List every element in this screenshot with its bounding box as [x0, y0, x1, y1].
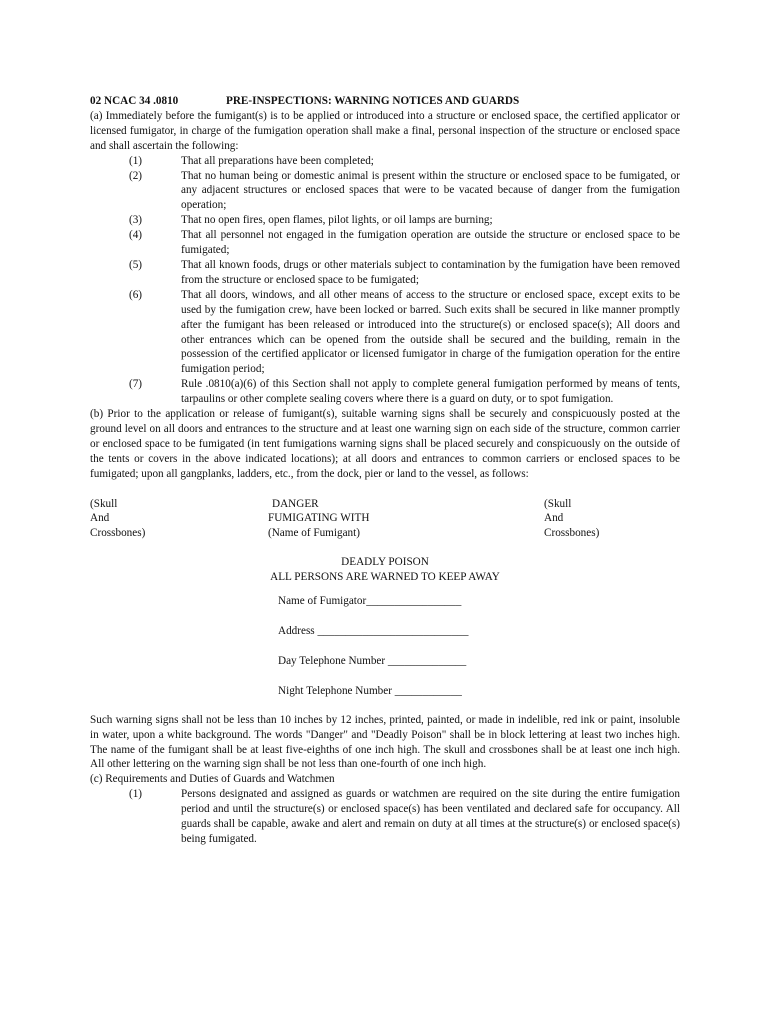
item-text: That no open fires, open flames, pilot lights, or oil lamps are burning; [181, 214, 493, 227]
list-item [90, 213, 680, 228]
list-item [90, 787, 680, 847]
sign-right-line: And [544, 512, 564, 525]
sign-right-line: Crossbones) [544, 527, 600, 540]
list-item [90, 154, 680, 169]
rule-heading [90, 94, 680, 109]
rule-code: 02 NCAC 34 .0810 [90, 95, 179, 107]
paragraph-b: (b) Prior to the application or release of fumigant(s), suitable warning signs shall be securely and conspicuously posted at the ground level on all doors and entrances to the structure and at least one warning sign on each side of the structure, common carrier or enclosed space to be fumigated (in tent fumigations warning signs shall be placed securely and conspicuously on the outside of the tents or covers in the above indicated locations); at all doors and entrances to common carriers or enclosed spaces to be fumigated; upon all gangplanks, ladders, etc., from the dock, pier or land to the vessel, as follows: [90, 408, 680, 480]
document-page [90, 94, 680, 847]
paragraph-c: (c) Requirements and Duties of Guards and Watchmen [90, 773, 335, 786]
list-c [90, 787, 680, 847]
item-number: (6) [128, 288, 143, 301]
item-number: (5) [128, 258, 143, 271]
item-text: That no human being or domestic animal is present within the structure or enclosed space to be fumigated, or any adjacent structures or enclosed spaces that were to be vacated because of danger from the fumigation operation; [181, 169, 680, 212]
list-a [90, 154, 680, 407]
list-item [90, 228, 680, 258]
item-text: Rule .0810(a)(6) of this Section shall not apply to complete general fumigation performed by means of tents, tarpaulins or other complete sealing covers where there is a guard on duty, or to spot fumigation. [181, 378, 680, 406]
sign-right-line: (Skull [544, 497, 572, 510]
fumigator-name-field: Name of Fumigator_________________ [278, 595, 462, 608]
item-text: Persons designated and assigned as guards or watchmen are required on the site during the entire fumigation period and until the structure(s) or enclosed space(s) has been ventilated and declared safe for occupancy. All guards shall be capable, awake and alert and remain on duty at all times at the structure(s) or enclosed space(s) being fumigated. [181, 788, 680, 845]
item-number: (3) [128, 214, 143, 227]
item-number: (1) [128, 154, 143, 167]
sign-center-column [268, 497, 544, 542]
item-text: That all known foods, drugs or other materials subject to contamination by the fumigation have been removed from the structure or enclosed space to be fumigated; [181, 258, 680, 286]
sign-fields [90, 594, 680, 699]
sign-left-line: (Skull [90, 497, 118, 510]
list-item [90, 377, 680, 407]
item-number: (4) [128, 229, 143, 242]
sign-left-line: Crossbones) [90, 527, 146, 540]
item-text: That all doors, windows, and all other means of access to the structure or enclosed space, except exits to be used by the fumigation crew, have been locked or barred. Such exits shall be secured in like manner promptly after the fumigant has been released or introduced into the structure(s) or enclosed space(s); All doors and other entrances which can be opened from the outside shall be secured and the building, remain in the possession of the certified applicator or licensed fumigator in charge of the fumigation operation for the entire fumigation period; [181, 288, 680, 376]
deadly-poison-text: DEADLY POISON [341, 556, 429, 569]
sign-right-column [544, 497, 680, 542]
list-item [90, 169, 680, 214]
sign-danger-text: DANGER [272, 497, 319, 510]
item-number: (2) [128, 169, 143, 182]
rule-title: PRE-INSPECTIONS: WARNING NOTICES AND GUARDS [226, 95, 520, 107]
sign-fumigating-text: FUMIGATING WITH [268, 512, 370, 525]
night-telephone-field: Night Telephone Number ____________ [278, 684, 462, 697]
sign-requirements-paragraph: Such warning signs shall not be less than 10 inches by 12 inches, printed, painted, or made in indelible, red ink or paint, insoluble in water, upon a white background. The words "Danger" and "Deadly Poison" shall be in block lettering at least two inches high. The name of the fumigant shall be at least five-eighths of one inch high. The skull and crossbones shall be at least one inch high. All other lettering on the warning sign shall be not less than one-fourth of one inch high. [90, 713, 680, 771]
item-text: That all preparations have been completed; [181, 154, 374, 167]
item-number: (7) [128, 378, 143, 391]
day-telephone-field: Day Telephone Number ______________ [278, 654, 467, 667]
keep-away-text: ALL PERSONS ARE WARNED TO KEEP AWAY [270, 571, 500, 584]
sign-left-column [90, 497, 268, 542]
item-text: That all personnel not engaged in the fumigation operation are outside the structure or enclosed space to be fumigated; [181, 229, 680, 257]
address-field: Address ___________________________ [278, 625, 469, 637]
warning-sign-header [90, 497, 680, 542]
paragraph-a: (a) Immediately before the fumigant(s) is to be applied or introduced into a structure or enclosed space, the certified applicator or licensed fumigator, in charge of the fumigation operation shall make a final, personal inspection of the structure or enclosed space and shall ascertain the following: [90, 109, 680, 152]
item-number: (1) [128, 788, 143, 801]
sign-fumigant-name: (Name of Fumigant) [268, 527, 360, 540]
deadly-poison-block [90, 555, 680, 585]
sign-left-line: And [90, 512, 110, 525]
list-item [90, 288, 680, 377]
list-item [90, 258, 680, 288]
